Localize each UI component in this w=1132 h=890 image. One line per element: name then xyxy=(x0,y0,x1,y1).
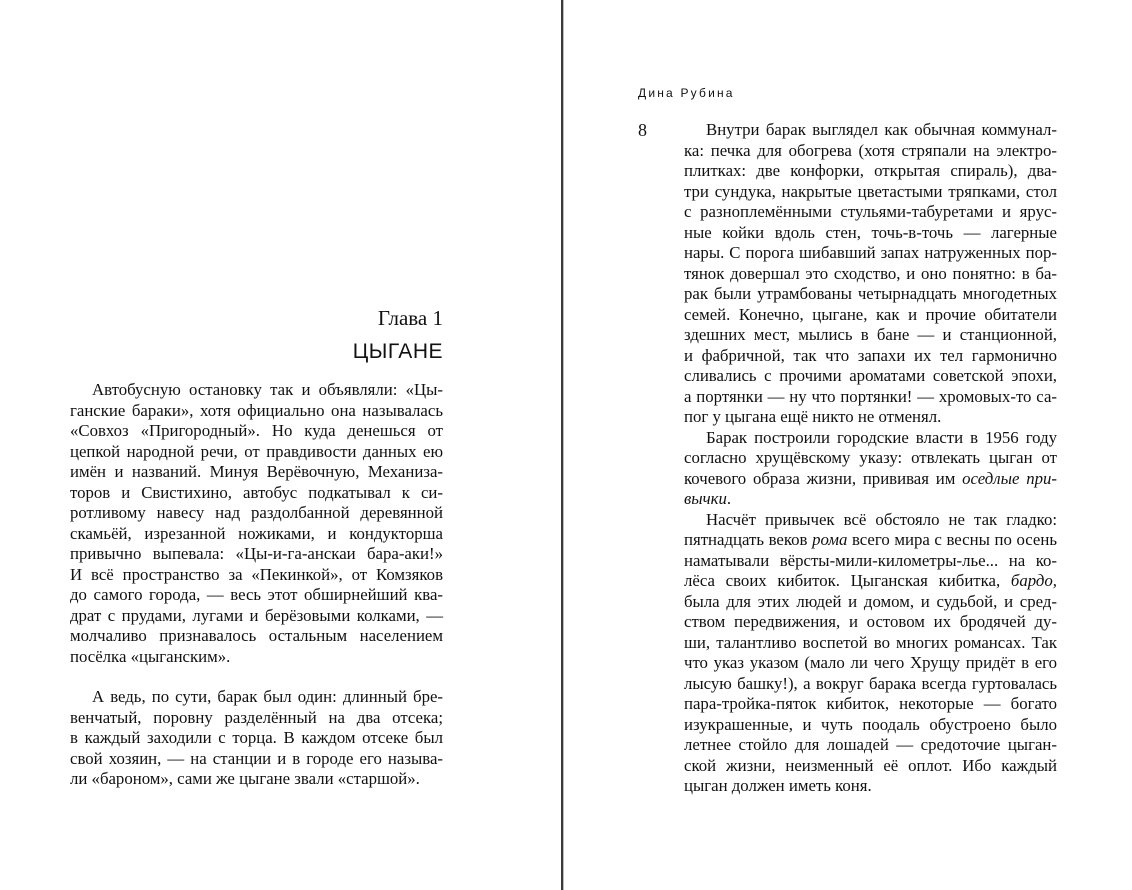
text-line: ганские бараки», хотя официально она называлась xyxy=(70,400,443,420)
text-line: с разноплемёнными стульями-табуретами и ярус- xyxy=(684,202,1057,221)
chapter-title: ЦЫГАНЕ xyxy=(352,340,443,363)
italic-run: оседлые при- xyxy=(962,468,1057,488)
text-line: изукрашенные, и чуть поодаль обустроено было xyxy=(684,714,1057,734)
text-line: а портянки — ну что портянки! — хромовых-то са- xyxy=(684,386,1057,406)
text-run: . xyxy=(726,489,732,508)
text-line: ротливому навесу над раздолбанной деревянной xyxy=(70,503,443,522)
chapter-number: Глава 1 xyxy=(377,306,443,330)
text-line xyxy=(684,530,1057,551)
text-line: Внутри барак выглядел как обычная коммунал- xyxy=(706,120,1057,139)
text-run: пятнадцать веков xyxy=(684,530,813,549)
text-line: драт с прудами, лугами и берёзовыми колками, — xyxy=(70,605,443,625)
text-line xyxy=(684,469,1057,490)
text-line: привычно выпевала: «Цы-и-га-анскаи бара-аки!» xyxy=(70,544,443,563)
text-line: нары. С порога шибавший запах натруженных пор- xyxy=(684,243,1057,262)
text-line: молчаливо признавалось остальным населением xyxy=(70,626,443,645)
text-run: лёса своих кибиток. Цыганская кибитка, xyxy=(684,571,1011,590)
text-line: А ведь, по сути, барак был один: длинный бре- xyxy=(92,687,443,706)
text-line: имён и названий. Минуя Верёвочную, Механиза- xyxy=(70,462,443,481)
paragraph xyxy=(684,120,1057,428)
text-line: и фабричной, так что запахи их тел гармонично xyxy=(684,345,1057,365)
text-line: ши, талантливо воспетой во многих романсах. Так xyxy=(684,632,1057,652)
text-run: всего мира с весны по осень xyxy=(847,530,1057,549)
italic-run: бардо, xyxy=(1010,571,1057,590)
paragraph xyxy=(684,428,1057,510)
paragraph xyxy=(70,380,443,667)
text-line: тянок довершал это сходство, и оно понятно: в ба- xyxy=(684,263,1057,283)
text-line: ли «бароном», сами же цыгане звали «старшой». xyxy=(70,769,420,788)
chapter-heading xyxy=(70,304,443,366)
text-line: Барак построили городские власти в 1956 году xyxy=(706,427,1057,447)
text-line: ством передвижения, и остовом их бродячей ду- xyxy=(684,612,1057,631)
text-line: пара-тройка-пяток кибиток, некоторые — богато xyxy=(684,694,1057,713)
italic-run: рома xyxy=(812,530,848,549)
text-line: здешних мест, мылись в бане — и станционной, xyxy=(684,325,1057,344)
text-line xyxy=(684,489,1057,510)
text-line: три сундука, накрытые цветастыми тряпками, стол xyxy=(684,181,1057,201)
page-number: 8 xyxy=(638,120,647,140)
text-line: Насчёт привычек всё обстояло не так гладко: xyxy=(706,509,1057,529)
text-line: «Совхоз «Пригородный». Но куда денешься от xyxy=(70,421,443,440)
text-line: была для этих людей и домом, и судьбой, и сред- xyxy=(684,591,1057,611)
text-line: семей. Конечно, цыгане, как и прочие обитатели xyxy=(684,304,1057,324)
text-line: плитках: две конфорки, открытая спираль), два- xyxy=(684,161,1057,180)
right-page-text xyxy=(684,120,1057,797)
paragraph xyxy=(70,687,443,790)
text-line: Автобусную остановку так и объявляли: «Цы- xyxy=(92,380,443,399)
right-page xyxy=(564,0,1132,890)
text-line: ные койки вдоль стен, точь-в-точь — лагерные xyxy=(684,222,1057,242)
text-line: сливались с прочими ароматами советской эпохи, xyxy=(684,366,1057,385)
text-run: кочевого образа жизни, прививая им xyxy=(684,468,963,488)
text-line: согласно хрущёвскому указу: отвлекать цыган от xyxy=(684,448,1057,467)
text-line: что указ указом (мало ли чего Хрущу придёт в его xyxy=(684,653,1057,672)
text-line: в каждый заходили с торца. В каждом отсеке был xyxy=(70,728,443,747)
text-line: скамьёй, изрезанной ножиками, и кондукторша xyxy=(70,523,443,543)
text-line: посёлка «цыганским». xyxy=(70,646,231,666)
text-line: ской жизни, неизменный её оплот. Ибо каждый xyxy=(684,755,1057,775)
paragraph xyxy=(684,510,1057,797)
left-page xyxy=(0,0,561,890)
text-line: ка: печка для обогрева (хотя стряпали на электро- xyxy=(684,140,1057,160)
running-head-author: Дина Рубина xyxy=(638,86,735,100)
left-page-text xyxy=(70,380,443,790)
text-line: цепкой народной речи, от правдивости данных ею xyxy=(70,441,443,461)
text-line: летнее стойло для лошадей — средоточие цыган- xyxy=(684,735,1057,754)
italic-run: вычки xyxy=(684,489,727,508)
text-line: до самого города, — весь этот обширнейший ква- xyxy=(70,585,443,604)
text-line: И всё пространство за «Пекинкой», от Комзяков xyxy=(70,564,443,584)
text-line: наматывали вёрсты-мили-километры-лье... на ко- xyxy=(684,550,1057,570)
text-line: торов и Свистихино, автобус подкатывал к си- xyxy=(70,482,443,502)
text-line xyxy=(684,571,1057,592)
text-line: лысую башку!), а вокруг барака всегда гуртовалась xyxy=(684,673,1057,693)
text-line: пог у цыгана ещё никто не отменял. xyxy=(684,407,942,426)
text-line: рак были утрамбованы четырнадцать многодетных xyxy=(684,284,1057,303)
text-line: свой хозяин, — на станции и в городе его называ- xyxy=(70,748,443,768)
text-line: цыган должен иметь коня. xyxy=(684,776,872,795)
text-line: венчатый, поровну разделённый на два отсека; xyxy=(70,707,443,727)
paragraph-gap xyxy=(70,667,443,687)
